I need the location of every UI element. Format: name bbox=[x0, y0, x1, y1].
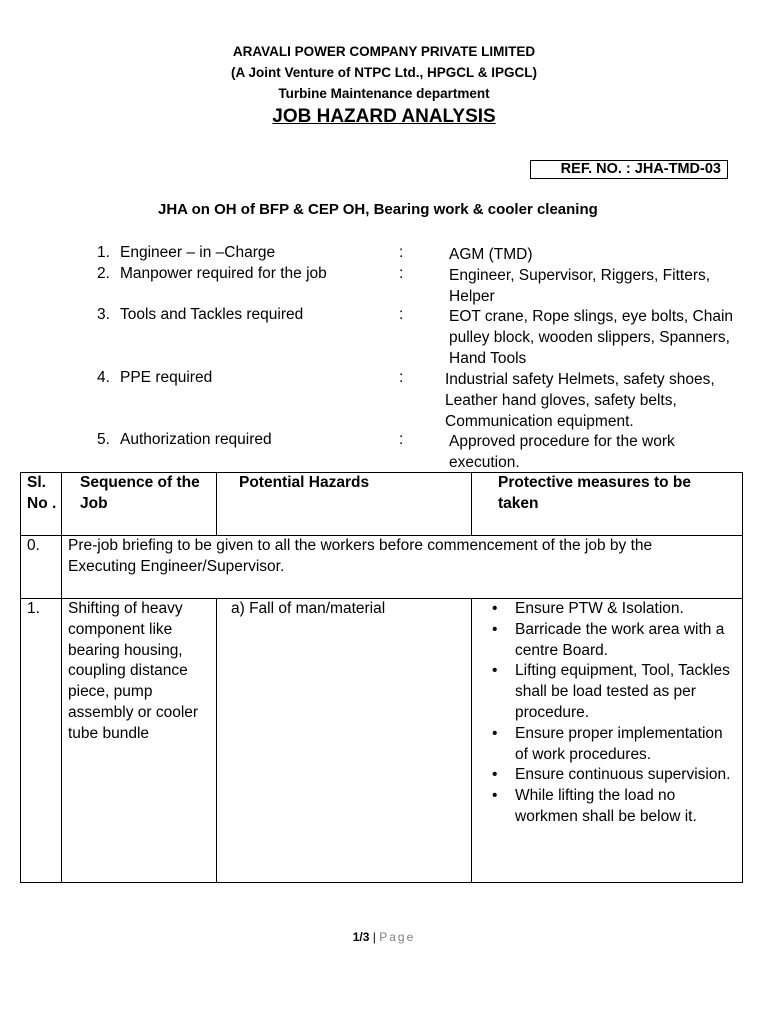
requirement-value: Engineer, Supervisor, Riggers, Fitters, Helper bbox=[449, 267, 711, 305]
measure-text: Ensure proper implementation of work procedures. bbox=[515, 724, 723, 763]
header-sequence: Sequence of the Job bbox=[62, 473, 217, 536]
requirement-colon: : bbox=[399, 244, 404, 261]
list-item bbox=[472, 620, 734, 662]
measure-text: Ensure continuous supervision. bbox=[515, 766, 731, 784]
bullet-icon: • bbox=[492, 787, 498, 805]
row-sl-no: 0. bbox=[21, 536, 62, 599]
requirement-colon: : bbox=[399, 431, 404, 448]
header-measures: Protective measures to be taken bbox=[472, 473, 743, 536]
measure-text: Lifting equipment, Tool, Tackles shall be load tested as per procedure. bbox=[515, 662, 730, 721]
document-title: JOB HAZARD ANALYSIS bbox=[272, 106, 496, 127]
requirement-number: 5. bbox=[97, 431, 110, 448]
bullet-icon: • bbox=[492, 620, 498, 638]
requirement-value: AGM (TMD) bbox=[449, 246, 533, 263]
measure-text: Ensure PTW & Isolation. bbox=[515, 600, 684, 617]
requirement-label: Engineer – in –Charge bbox=[120, 244, 276, 261]
requirement-value: Approved procedure for the work execution. bbox=[449, 433, 675, 471]
joint-venture-line: (A Joint Venture of NTPC Ltd., HPGCL & IPGCL) bbox=[231, 65, 537, 80]
bullet-icon: • bbox=[492, 600, 498, 617]
measure-text: While lifting the load no workmen shall be below it. bbox=[515, 787, 697, 825]
requirement-value: Industrial safety Helmets, safety shoes, Leather hand gloves, safety belts, Communication equipment. bbox=[445, 371, 715, 430]
list-item bbox=[472, 786, 734, 828]
bullet-icon: • bbox=[492, 724, 498, 742]
list-item bbox=[472, 724, 734, 766]
requirement-label: Tools and Tackles required bbox=[120, 306, 304, 323]
list-item bbox=[472, 599, 734, 620]
requirement-number: 4. bbox=[97, 369, 110, 386]
header-hazards: Potential Hazards bbox=[217, 473, 472, 536]
department-line: Turbine Maintenance department bbox=[278, 86, 490, 101]
requirement-number: 2. bbox=[97, 265, 110, 282]
protective-measures bbox=[472, 599, 743, 883]
table-header-row bbox=[21, 473, 743, 536]
requirement-number: 3. bbox=[97, 306, 110, 323]
reference-number-box: REF. NO. : JHA-TMD-03 bbox=[530, 160, 728, 179]
jha-subject: JHA on OH of BFP & CEP OH, Bearing work & cooler cleaning bbox=[158, 201, 598, 218]
requirement-value: EOT crane, Rope slings, eye bolts, Chain pulley block, wooden slippers, Spanners, Hand Tools bbox=[449, 308, 734, 367]
list-item bbox=[472, 661, 734, 723]
footer-separator: | bbox=[369, 930, 380, 944]
header-sl-no: Sl. No . bbox=[21, 473, 62, 536]
hazard-analysis-table bbox=[20, 472, 743, 883]
requirement-label: Authorization required bbox=[120, 431, 272, 448]
row-sl-no: 1. bbox=[21, 599, 62, 883]
requirement-number: 1. bbox=[97, 244, 110, 261]
table-row bbox=[21, 599, 743, 883]
requirement-colon: : bbox=[399, 306, 404, 323]
requirement-label: PPE required bbox=[120, 369, 213, 386]
page-footer bbox=[0, 930, 768, 944]
measures-list bbox=[472, 599, 734, 828]
page-number: 1/3 bbox=[352, 930, 370, 944]
page-label: Page bbox=[379, 930, 416, 944]
bullet-icon: • bbox=[492, 662, 498, 680]
measure-text: Barricade the work area with a centre Board. bbox=[515, 620, 725, 659]
requirement-colon: : bbox=[399, 265, 404, 282]
bullet-icon: • bbox=[492, 766, 498, 784]
requirement-label: Manpower required for the job bbox=[120, 265, 327, 282]
list-item bbox=[472, 765, 734, 786]
table-row bbox=[21, 536, 743, 599]
pre-job-briefing-text: Pre-job briefing to be given to all the workers before commencement of the job by the Executing Engineer/Supervisor. bbox=[62, 536, 743, 599]
job-sequence: Shifting of heavy component like bearing housing, coupling distance piece, pump assembly or cooler tube bundle bbox=[62, 599, 217, 883]
company-name: ARAVALI POWER COMPANY PRIVATE LIMITED bbox=[232, 44, 536, 59]
potential-hazard: a) Fall of man/material bbox=[217, 599, 472, 883]
requirement-colon: : bbox=[399, 369, 404, 386]
